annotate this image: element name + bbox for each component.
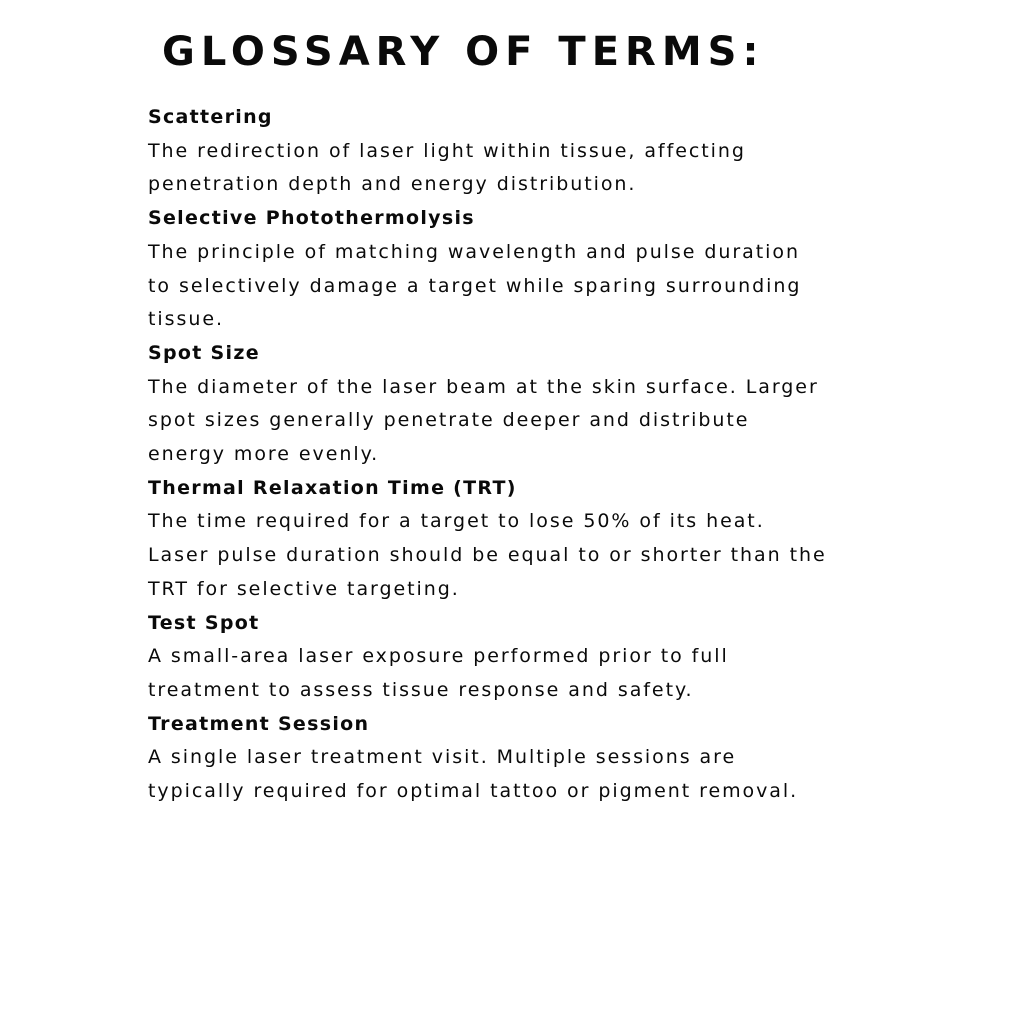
term-heading: Spot Size: [148, 341, 260, 364]
term-heading: Selective Photothermolysis: [148, 207, 475, 230]
definition-line: A single laser treatment visit. Multiple sessions are: [148, 746, 737, 769]
glossary-entry-test-spot: [148, 607, 888, 708]
definition-line: tissue.: [148, 308, 224, 331]
term-definition: [148, 236, 888, 337]
definition-line: energy more evenly.: [148, 443, 380, 466]
term-heading: Test Spot: [148, 611, 260, 634]
term-heading: Thermal Relaxation Time (TRT): [148, 476, 517, 499]
definition-line: The redirection of laser light within tissue, affecting: [148, 139, 746, 162]
term-definition: [148, 741, 888, 808]
glossary-list: [148, 101, 888, 809]
glossary-entry-treatment-session: [148, 708, 888, 809]
glossary-entry-spot-size: [148, 337, 888, 472]
term-definition: [148, 371, 888, 472]
term-definition: [148, 135, 888, 202]
definition-line: The diameter of the laser beam at the skin surface. Larger: [148, 375, 819, 398]
definition-line: The time required for a target to lose 50% of its heat.: [148, 510, 765, 533]
definition-line: Laser pulse duration should be equal to or shorter than the: [148, 544, 827, 567]
definition-line: penetration depth and energy distribution.: [148, 173, 637, 196]
term-definition: [148, 640, 888, 707]
definition-line: TRT for selective targeting.: [148, 577, 460, 600]
glossary-entry-thermal-relaxation-time: [148, 472, 888, 607]
term-heading: Treatment Session: [148, 712, 370, 735]
term-heading: Scattering: [148, 106, 273, 128]
term-definition: [148, 505, 888, 606]
glossary-entry-scattering: [148, 101, 888, 202]
definition-line: treatment to assess tissue response and safety.: [148, 678, 694, 701]
definition-line: to selectively damage a target while sparing surrounding: [148, 274, 802, 297]
definition-line: A small-area laser exposure performed prior to full: [148, 645, 729, 668]
definition-line: spot sizes generally penetrate deeper and distribute: [148, 409, 750, 432]
definition-line: The principle of matching wavelength and pulse duration: [148, 240, 800, 263]
glossary-entry-selective-photothermolysis: [148, 202, 888, 337]
definition-line: typically required for optimal tattoo or pigment removal.: [148, 780, 799, 803]
page-title: GLOSSARY OF TERMS:: [162, 29, 765, 75]
